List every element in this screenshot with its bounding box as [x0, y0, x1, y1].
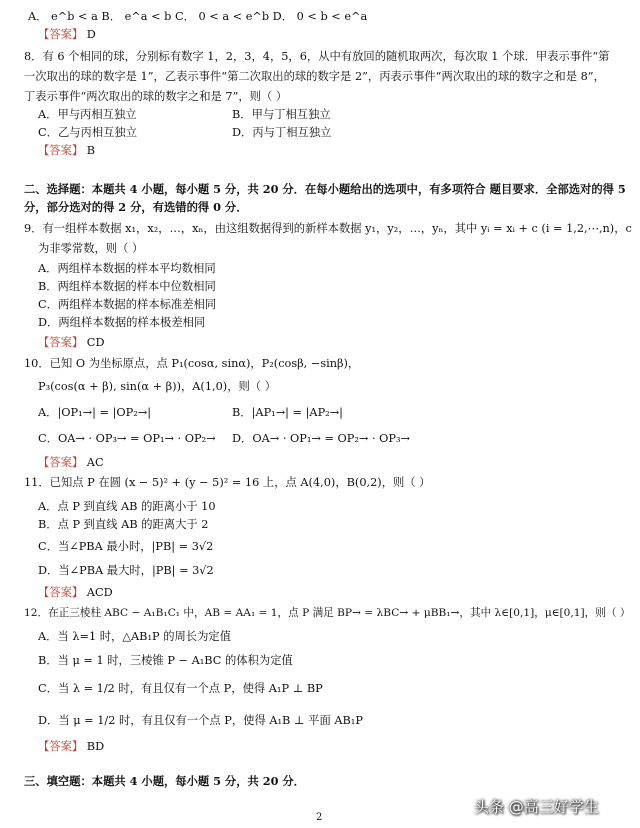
q12-option-b: B．当 μ = 1 时，三棱锥 P − A₁BC 的体积为定值: [38, 654, 293, 667]
q8-answer: [38, 144, 95, 158]
q7-options: A． e^b < a B． e^a < b C． 0 < a < e^b D． 0 < b < e^a: [28, 10, 368, 23]
answer-value: AC: [86, 456, 104, 469]
q7-answer: [38, 28, 96, 42]
section-2-heading-cont: 分，部分选对的得 2 分，有选错的得 0 分．: [24, 200, 248, 214]
answer-tag: 【答案】: [38, 586, 84, 599]
q8-option-c: C．乙与丙相互独立: [38, 126, 138, 139]
q11-option-b: B．点 P 到直线 AB 的距离大于 2: [38, 518, 209, 531]
q11-option-a: A．点 P 到直线 AB 的距离小于 10: [38, 500, 216, 513]
q10-stem-1: 10．已知 O 为坐标原点，点 P₁(cosα, sinα)，P₂(cosβ, −sinβ)，: [24, 357, 360, 370]
q11-option-d: D．当∠PBA 最大时，|PB| = 3√2: [38, 564, 214, 577]
q10-stem-2: P₃(cos(α + β), sin(α + β))，A(1,0)，则（ ）: [38, 380, 276, 393]
q10-option-d: D．OA→ · OP₁→ = OP₂→ · OP₃→: [232, 432, 411, 445]
q9-stem-2: 为非零常数，则（ ）: [38, 242, 144, 255]
answer-tag: 【答案】: [38, 28, 84, 41]
q10-answer: [38, 456, 104, 470]
q12-option-a: A．当 λ=1 时，△AB₁P 的周长为定值: [38, 630, 231, 643]
q12-option-d: D．当 μ = 1/2 时，有且仅有一个点 P，使得 A₁B ⊥ 平面 AB₁P: [38, 714, 363, 727]
answer-tag: 【答案】: [38, 740, 84, 753]
q9-option-a: A．两组样本数据的样本平均数相同: [38, 262, 216, 275]
answer-tag: 【答案】: [38, 456, 84, 469]
section-3-heading: 三、填空题：本题共 4 小题，每小题 5 分，共 20 分．: [24, 774, 305, 788]
q10-option-a: A．|OP₁→| = |OP₂→|: [38, 406, 152, 419]
q9-option-c: C．两组样本数据的样本标准差相同: [38, 298, 217, 311]
answer-value: B: [86, 144, 96, 157]
answer-tag: 【答案】: [38, 144, 84, 157]
q8-option-d: D．丙与丁相互独立: [232, 126, 332, 139]
q11-option-c: C．当∠PBA 最小时，|PB| = 3√2: [38, 540, 214, 553]
q11-answer: [38, 586, 113, 600]
answer-value: BD: [86, 740, 105, 753]
q10-option-c: C．OA→ · OP₃→ = OP₁→ · OP₂→: [38, 432, 216, 445]
answer-value: CD: [86, 336, 105, 349]
answer-value: ACD: [86, 586, 113, 599]
q12-option-c: C．当 λ = 1/2 时，有且仅有一个点 P，使得 A₁P ⊥ BP: [38, 682, 323, 695]
q10-option-b: B．|AP₁→| = |AP₂→|: [232, 406, 343, 419]
q9-option-b: B．两组样本数据的样本中位数相同: [38, 280, 216, 293]
q9-answer: [38, 336, 105, 350]
q8-stem-3: 丁表示事件“两次取出的球的数字之和是 7”，则（ ）: [24, 90, 288, 103]
answer-tag: 【答案】: [38, 336, 84, 349]
q12-answer: [38, 740, 104, 754]
section-2-heading: 二、选择题：本题共 4 小题，每小题 5 分，共 20 分．在每小题给出的选项中，有多项符合 题目要求．全部选对的得 5: [24, 182, 626, 196]
watermark: [474, 796, 599, 817]
page-number: 2: [316, 812, 323, 823]
q8-stem-1: 8．有 6 个相同的球，分别标有数字 1，2，3，4，5，6，从中有放回的随机取两次，每次取 1 个球．甲表示事件“第: [24, 50, 610, 63]
q8-stem-2: 一次取出的球的数字是 1”，乙表示事件“第二次取出的球的数字是 2”，丙表示事件“两次取出的球的数字之和是 8”，: [24, 70, 605, 83]
watermark-text: 头条 @高三好学生: [474, 798, 599, 816]
q8-option-b: B．甲与丁相互独立: [232, 108, 331, 121]
q11-stem: 11．已知点 P 在圆 (x − 5)² + (y − 5)² = 16 上，点 A(4,0)，B(0,2)，则（ ）: [24, 476, 431, 489]
q9-stem-1: 9．有一组样本数据 x₁，x₂，…，xₙ，由这组数据得到的新样本数据 y₁，y₂，…，yₙ，其中 yᵢ = xᵢ + c (i = 1,2,⋯,n)，c: [24, 222, 632, 235]
q12-stem: 12．在正三棱柱 ABC − A₁B₁C₁ 中，AB = AA₁ = 1，点 P 满足 BP→ = λBC→ + μBB₁→，其中 λ∈[0,1]，μ∈[0,1]，则（ ）: [24, 607, 631, 619]
answer-value: D: [86, 28, 96, 41]
q8-option-a: A．甲与丙相互独立: [38, 108, 137, 121]
q9-option-d: D．两组样本数据的样本极差相同: [38, 316, 206, 329]
